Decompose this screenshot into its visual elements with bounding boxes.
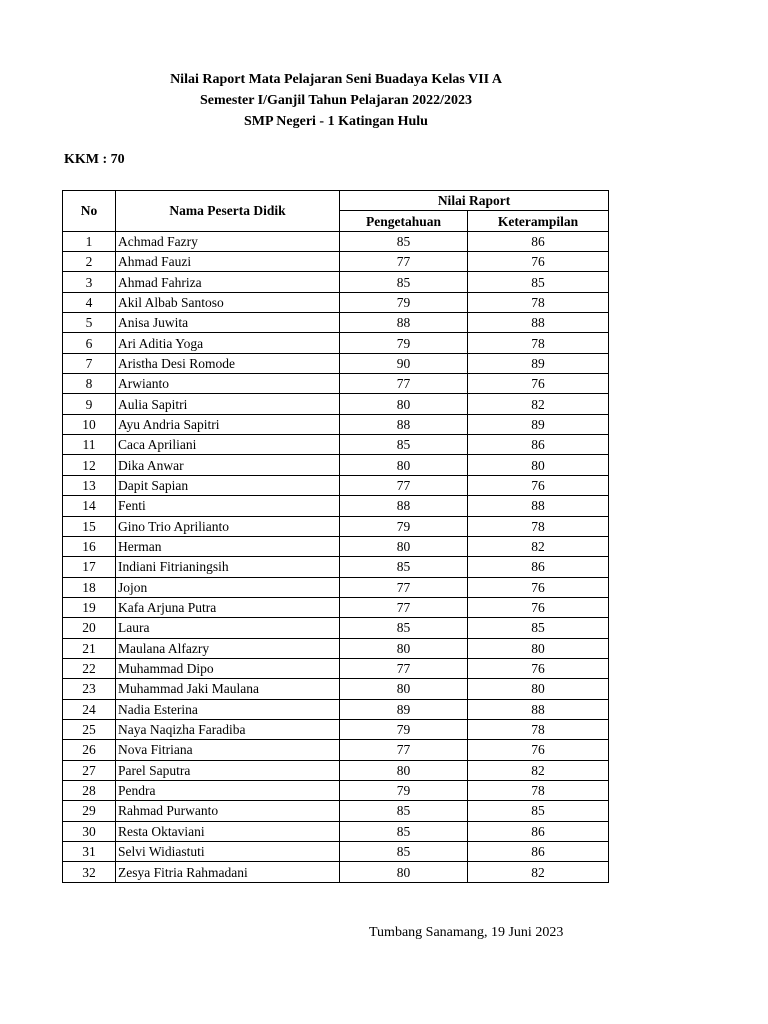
cell-name: Arwianto <box>116 374 340 394</box>
cell-keterampilan: 88 <box>468 496 609 516</box>
cell-name: Jojon <box>116 577 340 597</box>
cell-keterampilan: 88 <box>468 699 609 719</box>
cell-keterampilan: 76 <box>468 740 609 760</box>
cell-name: Pendra <box>116 780 340 800</box>
cell-name: Fenti <box>116 496 340 516</box>
cell-pengetahuan: 85 <box>340 557 468 577</box>
cell-pengetahuan: 77 <box>340 577 468 597</box>
table-row <box>63 842 609 862</box>
cell-no: 20 <box>63 618 116 638</box>
cell-no: 31 <box>63 842 116 862</box>
cell-no: 8 <box>63 374 116 394</box>
column-header-pengetahuan: Pengetahuan <box>340 211 468 231</box>
table-row <box>63 475 609 495</box>
cell-name: Herman <box>116 536 340 556</box>
column-group-nilai-raport: Nilai Raport <box>340 191 609 211</box>
cell-pengetahuan: 85 <box>340 842 468 862</box>
cell-keterampilan: 85 <box>468 801 609 821</box>
cell-name: Parel Saputra <box>116 760 340 780</box>
cell-no: 22 <box>63 658 116 678</box>
table-row <box>63 557 609 577</box>
cell-no: 13 <box>63 475 116 495</box>
cell-keterampilan: 78 <box>468 333 609 353</box>
cell-pengetahuan: 88 <box>340 496 468 516</box>
cell-no: 24 <box>63 699 116 719</box>
cell-pengetahuan: 79 <box>340 780 468 800</box>
cell-name: Indiani Fitrianingsih <box>116 557 340 577</box>
cell-pengetahuan: 77 <box>340 740 468 760</box>
cell-keterampilan: 76 <box>468 252 609 272</box>
cell-no: 12 <box>63 455 116 475</box>
cell-name: Kafa Arjuna Putra <box>116 597 340 617</box>
cell-no: 26 <box>63 740 116 760</box>
table-row <box>63 719 609 739</box>
cell-keterampilan: 80 <box>468 679 609 699</box>
column-header-name: Nama Peserta Didik <box>116 191 340 232</box>
cell-no: 4 <box>63 292 116 312</box>
cell-no: 7 <box>63 353 116 373</box>
cell-no: 27 <box>63 760 116 780</box>
cell-no: 1 <box>63 231 116 251</box>
cell-no: 17 <box>63 557 116 577</box>
document-title: Nilai Raport Mata Pelajaran Seni Buadaya Kelas VII A <box>170 72 502 87</box>
cell-no: 9 <box>63 394 116 414</box>
cell-pengetahuan: 85 <box>340 231 468 251</box>
cell-name: Anisa Juwita <box>116 313 340 333</box>
cell-no: 19 <box>63 597 116 617</box>
cell-name: Ari Aditia Yoga <box>116 333 340 353</box>
cell-pengetahuan: 88 <box>340 313 468 333</box>
grades-table-body <box>63 231 609 882</box>
cell-pengetahuan: 79 <box>340 516 468 536</box>
cell-keterampilan: 76 <box>468 597 609 617</box>
cell-name: Ayu Andria Sapitri <box>116 414 340 434</box>
cell-no: 29 <box>63 801 116 821</box>
cell-pengetahuan: 77 <box>340 374 468 394</box>
cell-pengetahuan: 79 <box>340 292 468 312</box>
cell-keterampilan: 85 <box>468 272 609 292</box>
document-subtitle-school: SMP Negeri - 1 Katingan Hulu <box>244 114 428 129</box>
cell-pengetahuan: 88 <box>340 414 468 434</box>
cell-keterampilan: 86 <box>468 821 609 841</box>
cell-name: Zesya Fitria Rahmadani <box>116 862 340 882</box>
cell-no: 14 <box>63 496 116 516</box>
cell-pengetahuan: 80 <box>340 536 468 556</box>
cell-name: Dapit Sapian <box>116 475 340 495</box>
cell-pengetahuan: 77 <box>340 475 468 495</box>
table-row <box>63 679 609 699</box>
cell-no: 6 <box>63 333 116 353</box>
cell-no: 32 <box>63 862 116 882</box>
cell-name: Naya Naqizha Faradiba <box>116 719 340 739</box>
cell-keterampilan: 78 <box>468 780 609 800</box>
cell-keterampilan: 78 <box>468 292 609 312</box>
cell-keterampilan: 86 <box>468 842 609 862</box>
table-row <box>63 374 609 394</box>
table-row <box>63 821 609 841</box>
document-subtitle-semester: Semester I/Ganjil Tahun Pelajaran 2022/2023 <box>200 93 472 108</box>
cell-pengetahuan: 85 <box>340 821 468 841</box>
grades-table-header <box>63 191 609 232</box>
cell-pengetahuan: 90 <box>340 353 468 373</box>
cell-name: Ahmad Fahriza <box>116 272 340 292</box>
cell-no: 18 <box>63 577 116 597</box>
cell-name: Maulana Alfazry <box>116 638 340 658</box>
cell-name: Gino Trio Aprilianto <box>116 516 340 536</box>
table-row <box>63 414 609 434</box>
cell-no: 25 <box>63 719 116 739</box>
table-row <box>63 333 609 353</box>
table-row <box>63 353 609 373</box>
cell-pengetahuan: 80 <box>340 638 468 658</box>
cell-pengetahuan: 85 <box>340 618 468 638</box>
grades-table <box>62 190 609 883</box>
table-row <box>63 577 609 597</box>
cell-pengetahuan: 80 <box>340 394 468 414</box>
cell-pengetahuan: 79 <box>340 333 468 353</box>
cell-keterampilan: 85 <box>468 618 609 638</box>
cell-keterampilan: 88 <box>468 313 609 333</box>
table-row <box>63 801 609 821</box>
table-row <box>63 292 609 312</box>
table-row <box>63 862 609 882</box>
cell-pengetahuan: 77 <box>340 658 468 678</box>
cell-keterampilan: 76 <box>468 374 609 394</box>
cell-keterampilan: 82 <box>468 760 609 780</box>
table-row <box>63 760 609 780</box>
cell-name: Dika Anwar <box>116 455 340 475</box>
table-row <box>63 780 609 800</box>
cell-keterampilan: 86 <box>468 557 609 577</box>
cell-no: 21 <box>63 638 116 658</box>
table-row <box>63 638 609 658</box>
cell-pengetahuan: 89 <box>340 699 468 719</box>
cell-no: 3 <box>63 272 116 292</box>
signature-place-date: Tumbang Sanamang, 19 Juni 2023 <box>369 925 564 940</box>
cell-keterampilan: 86 <box>468 435 609 455</box>
table-row <box>63 252 609 272</box>
cell-keterampilan: 76 <box>468 475 609 495</box>
table-row <box>63 435 609 455</box>
cell-name: Achmad Fazry <box>116 231 340 251</box>
cell-no: 2 <box>63 252 116 272</box>
cell-keterampilan: 78 <box>468 719 609 739</box>
table-row <box>63 658 609 678</box>
cell-keterampilan: 82 <box>468 536 609 556</box>
table-row <box>63 313 609 333</box>
cell-pengetahuan: 85 <box>340 435 468 455</box>
table-row <box>63 516 609 536</box>
cell-name: Muhammad Jaki Maulana <box>116 679 340 699</box>
cell-no: 30 <box>63 821 116 841</box>
cell-pengetahuan: 77 <box>340 597 468 617</box>
cell-pengetahuan: 80 <box>340 862 468 882</box>
cell-pengetahuan: 80 <box>340 679 468 699</box>
table-row <box>63 496 609 516</box>
cell-name: Resta Oktaviani <box>116 821 340 841</box>
cell-keterampilan: 76 <box>468 577 609 597</box>
cell-name: Akil Albab Santoso <box>116 292 340 312</box>
cell-keterampilan: 82 <box>468 862 609 882</box>
cell-name: Rahmad Purwanto <box>116 801 340 821</box>
cell-keterampilan: 80 <box>468 638 609 658</box>
cell-keterampilan: 78 <box>468 516 609 536</box>
cell-name: Laura <box>116 618 340 638</box>
cell-name: Nadia Esterina <box>116 699 340 719</box>
cell-name: Nova Fitriana <box>116 740 340 760</box>
kkm-label: KKM : 70 <box>64 152 125 167</box>
cell-keterampilan: 82 <box>468 394 609 414</box>
cell-keterampilan: 80 <box>468 455 609 475</box>
cell-pengetahuan: 80 <box>340 455 468 475</box>
cell-no: 11 <box>63 435 116 455</box>
cell-pengetahuan: 85 <box>340 801 468 821</box>
cell-pengetahuan: 85 <box>340 272 468 292</box>
table-row <box>63 231 609 251</box>
cell-pengetahuan: 79 <box>340 719 468 739</box>
cell-name: Selvi Widiastuti <box>116 842 340 862</box>
cell-pengetahuan: 77 <box>340 252 468 272</box>
table-row <box>63 272 609 292</box>
cell-keterampilan: 89 <box>468 353 609 373</box>
cell-name: Aristha Desi Romode <box>116 353 340 373</box>
cell-keterampilan: 76 <box>468 658 609 678</box>
cell-keterampilan: 89 <box>468 414 609 434</box>
column-header-keterampilan: Keterampilan <box>468 211 609 231</box>
cell-name: Ahmad Fauzi <box>116 252 340 272</box>
cell-no: 5 <box>63 313 116 333</box>
cell-keterampilan: 86 <box>468 231 609 251</box>
cell-pengetahuan: 80 <box>340 760 468 780</box>
cell-no: 23 <box>63 679 116 699</box>
cell-name: Muhammad Dipo <box>116 658 340 678</box>
table-row <box>63 394 609 414</box>
cell-no: 28 <box>63 780 116 800</box>
cell-name: Aulia Sapitri <box>116 394 340 414</box>
cell-no: 16 <box>63 536 116 556</box>
table-row <box>63 699 609 719</box>
table-row <box>63 536 609 556</box>
cell-no: 15 <box>63 516 116 536</box>
table-row <box>63 618 609 638</box>
cell-no: 10 <box>63 414 116 434</box>
table-row <box>63 597 609 617</box>
cell-name: Caca Apriliani <box>116 435 340 455</box>
table-row <box>63 740 609 760</box>
table-row <box>63 455 609 475</box>
column-header-no: No <box>63 191 116 232</box>
